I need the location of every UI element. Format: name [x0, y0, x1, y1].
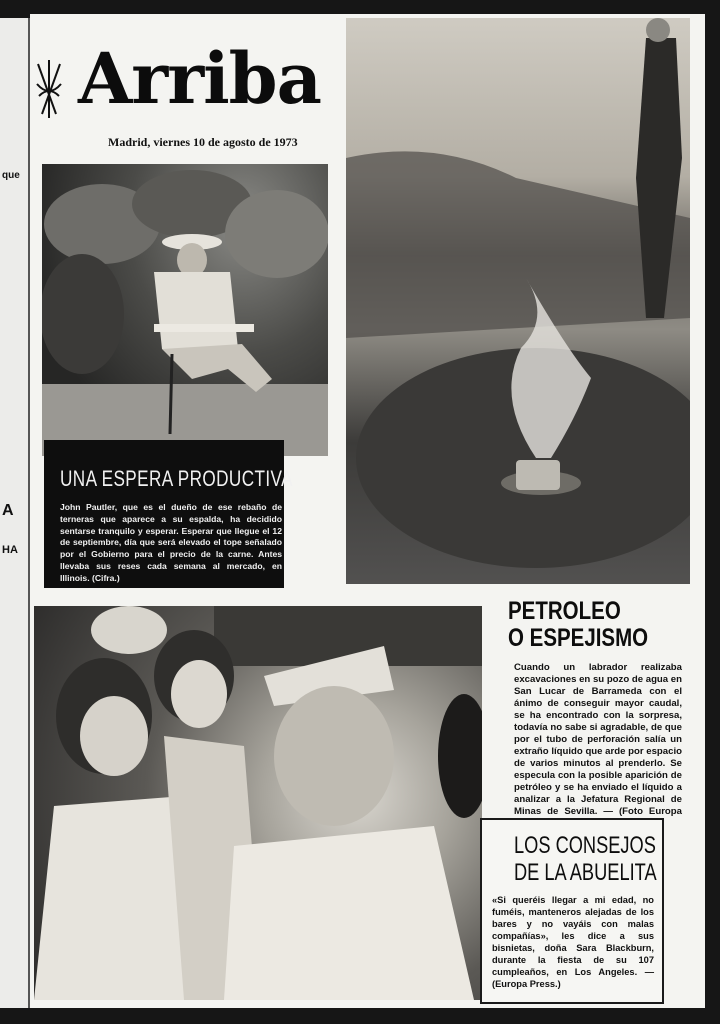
espera-productiva-caption [44, 440, 293, 588]
story-body: John Pautler, que es el dueño de ese rebaño de terneras que aparece a su espalda, ha decidido sentarse tranquilo y esperar. Esperar que llegue el 12 de septiembre, día que será elevado el tope señalado por el Gobierno para el precio de la carne. Antes llevaba sus reses cada semana al mercado, en Illinois. (Cifra.) [60, 502, 282, 583]
story-headline-line2: O ESPEJISMO [508, 624, 649, 652]
story-body: «Si queréis llegar a mi edad, no fuméis, manteneros alejadas de los bares y no vayáis con malas compañías», les dice a sus bisnietas, doña Sara Blackburn, durante la fiesta de su 107 cumpleaños, en Los Angeles. — (Europa Press.) [492, 895, 654, 989]
story-headline-line1: PETROLEO [508, 597, 621, 625]
strip-fragment: A [2, 502, 14, 519]
masthead: Arriba [78, 37, 321, 120]
story-body: Cuando un labrador realizaba excavaciones en su pozo de agua en San Lucar de Barrameda con el ánimo de conseguir mayor caudal, se ha encontrado con la sorpresa, todavía no sabe si agradable, de que por el tubo de perforación salía un extraño líquido que arde por espacio de varios minutos al prenderlo. Se especula con la posible aparición de petróleo y se ha enviado el líquido a analizar a la Jefatura Regional de Minas de Sevilla. — (Foto Europa [514, 662, 682, 817]
story-headline-line2: DE LA ABUELITA [514, 859, 657, 886]
petroleo-story [508, 598, 688, 830]
adjacent-page-strip [0, 18, 30, 1008]
yoke-and-arrows-emblem [34, 58, 64, 120]
consejos-abuelita-story [480, 818, 664, 1004]
rancher-photo [42, 164, 328, 456]
strip-fragment: HA [2, 544, 18, 556]
story-headline: UNA ESPERA PRODUCTIVA [60, 466, 293, 491]
strip-fragment: que [2, 170, 20, 181]
oil-well-photo [346, 18, 690, 584]
grandmother-photo [34, 606, 482, 1000]
dateline: Madrid, viernes 10 de agosto de 1973 [108, 135, 298, 149]
story-headline-line1: LOS CONSEJOS [514, 832, 656, 859]
